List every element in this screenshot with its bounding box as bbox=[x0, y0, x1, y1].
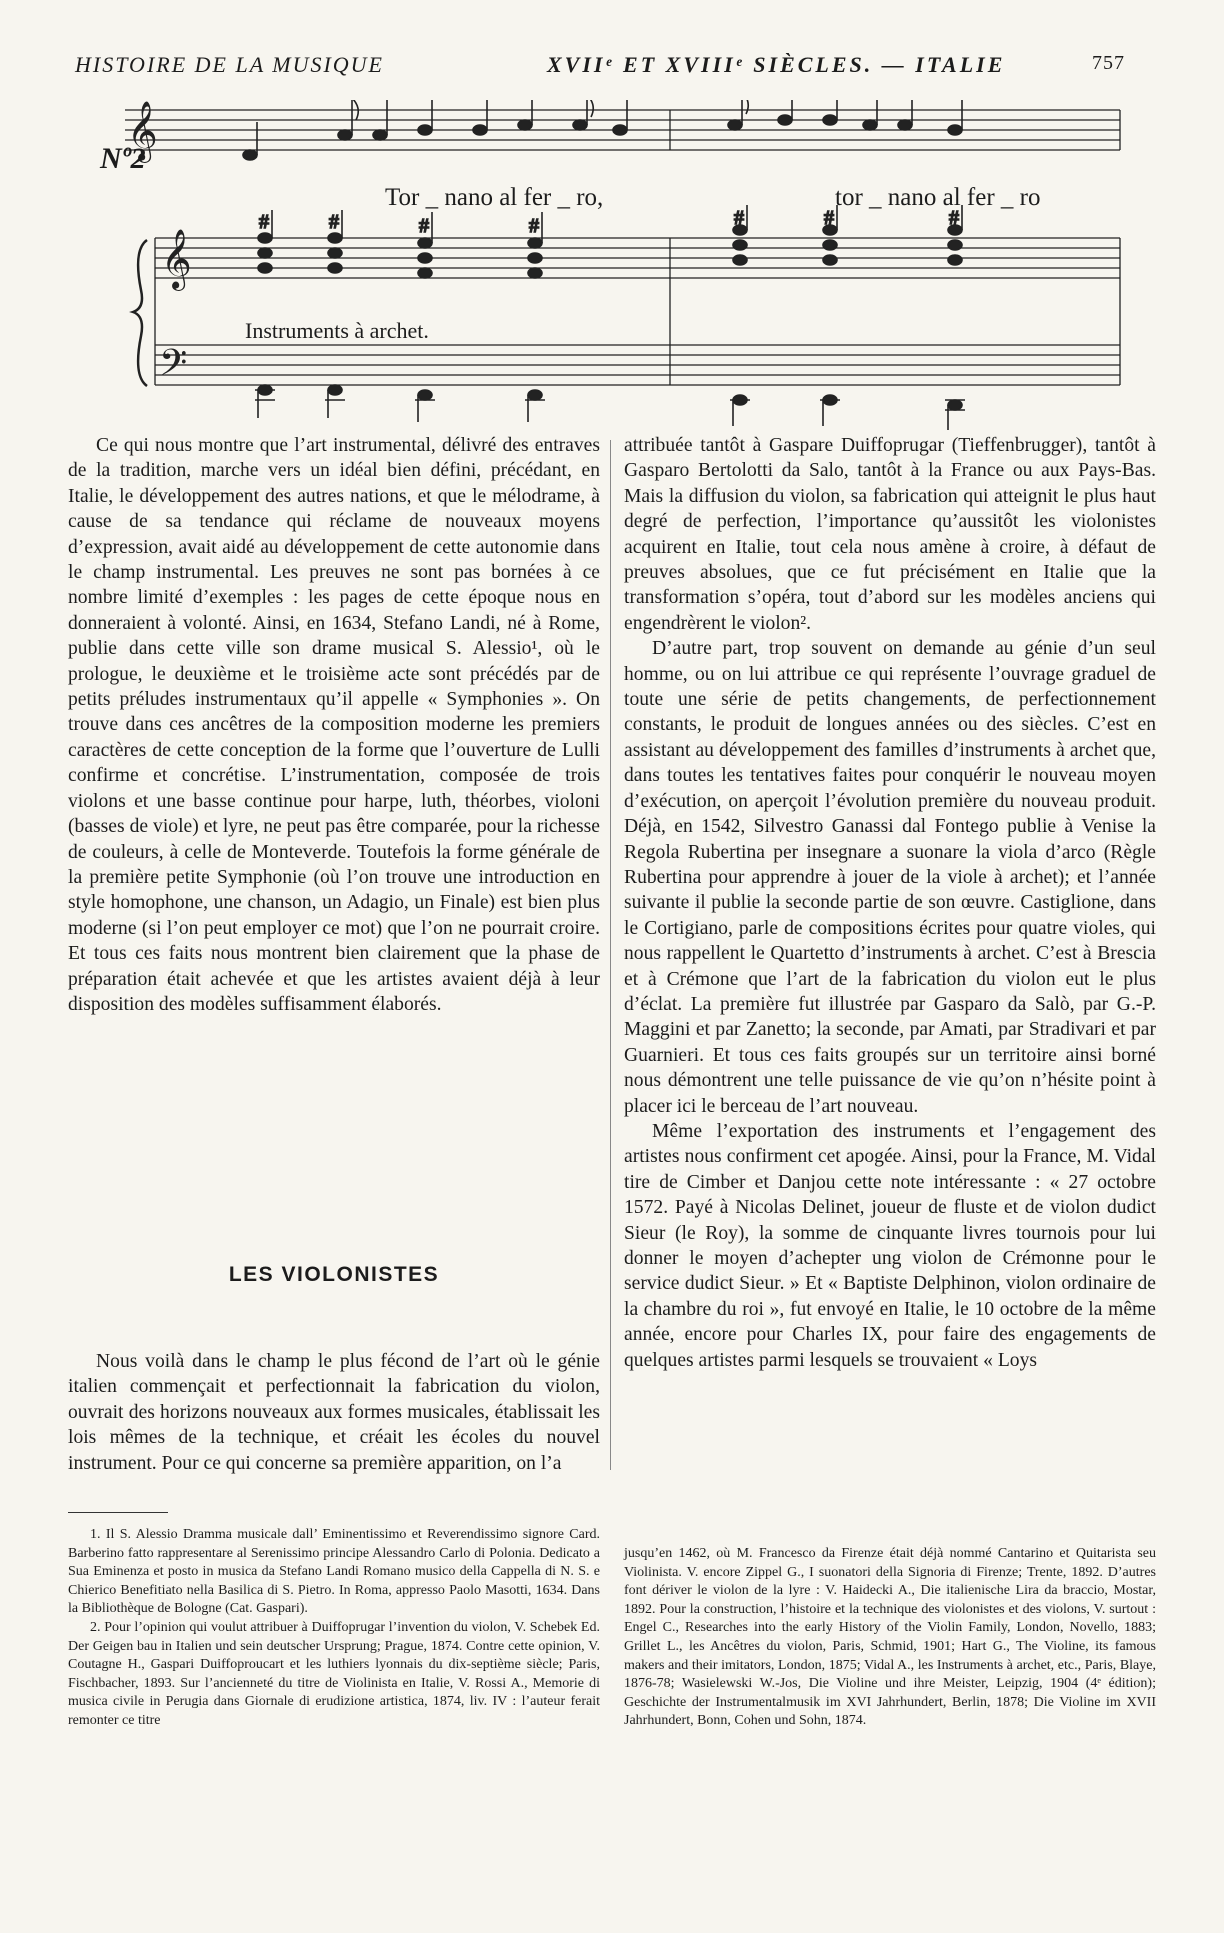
svg-text:𝄢: 𝄢 bbox=[159, 342, 188, 393]
section-title: LES VIOLONISTES bbox=[228, 1263, 440, 1286]
running-header bbox=[75, 52, 1125, 82]
left-column-text-2 bbox=[68, 1349, 600, 1476]
instrument-label: Instruments à archet. bbox=[245, 318, 429, 343]
svg-text:#: # bbox=[419, 215, 429, 237]
footnote-2-continued: jusqu’en 1462, où M. Francesco da Firenze était déjà nommé Cantarino et Quitarista seu Violinista. V. encore Zippel G., I suonatori della Signoria di Firenze; Trente, 1892. D’autres font dériver le violon de la lyre : V. Haidecki A., Die italienische Lira da braccio, Mostar, 1892. Pour la construction, l’histoire et la technique des violonistes et des violons, V. surtout : Engel C., Researches into the early History of the Violin Family, London, Novello, 1883; Grillet L., les Ancêtres du violon, Paris, Schmid, 1901; Hart G., The Violine, its famous makers and their imitators, London, 1875; Vidal A., les Instruments à archet, etc., Paris, Blaye, 1876-78; Wasielewski W.-Jos, Die Violine und ihre Meister, Leipzig, 1904 (4ᵉ édition); Geschichte der Instrumentalmusik im XVI Jahrhundert, Berlin, 1878; Die Violine im XVII Jahrhundert, Bonn, Cohen und Sohn, 1874. bbox=[624, 1546, 1156, 1729]
header-chapter-title: XVIIᵉ ET XVIIIᵉ SIÈCLES. — ITALIE bbox=[547, 52, 1006, 77]
svg-text:#: # bbox=[734, 207, 744, 229]
music-score-graphic bbox=[95, 100, 1125, 435]
left-column-text bbox=[68, 433, 600, 1017]
music-example bbox=[95, 100, 1125, 435]
page-number: 757 bbox=[1092, 52, 1125, 74]
column-divider bbox=[610, 440, 611, 1470]
paragraph: Ce qui nous montre que l’art instrumental, délivré des entraves de la tradition, marche vers un idéal bien défini, précédant, en Italie, le développement des autres nations, et que le mélodrame, à cause de sa tendance qui réclame de nouveaux moyens d’expression, avait aidé au développement de cette autonomie dans le champ instrumental. Les preuves ne sont pas bornées à ce nombre limité d’exemples : les pages de cette époque nous en donneraient à volonté. Ainsi, en 1634, Stefano Landi, né à Rome, publie dans cette ville son drame musical S. Alessio¹, où le prologue, le deuxième et le troisième acte sont précédés par de petits préludes instrumentaux qu’il appelle « Symphonies ». On trouve dans ces ancêtres de la composition moderne les premiers caractères de cette conception de la forme que l’ouverture de Lulli confirme et concrétise. L’instrumentation, composée de trois violons et une basse continue pour harpe, luth, théorbes, violoni (basses de viole) et lyre, ne peut pas être comparée, pour la richesse de couleurs, à celle de Monteverde. Toutefois la forme générale de la première petite Symphonie (où l’on trouve une introduction en style homophone, une chanson, un Adagio, un Finale) est bien plus moderne (si l’on peut employer ce mot) que l’on ne pourrait croire. Et tous ces faits nous montrent bien clairement que la phase de préparation était achevée et que les artistes avaient déjà à leur disposition des modèles suffisamment élaborés. bbox=[68, 435, 600, 1015]
paragraph: Même l’exportation des instruments et l’engagement des artistes nous confirment cet apogée. Ainsi, pour la France, M. Vidal tire de Cimber et Danjou cette note intéressante : « 27 octobre 1572. Payé à Nicolas Delinet, joueur de fluste et de violon dudict Sieur (le Roy), la somme de cinquante livres tournois pour lui donner le moyen d’achepter ung violon de Crémonne pour le service dudict Sieur. » Et « Baptiste Delphinon, violon ordinaire de la chambre du roi », fut envoyé en Italie, le 10 octobre de la même année, encore pour Charles IX, pour faire des engagements de quelques artistes parmi lesquels se trouvaient « Loys bbox=[624, 1120, 1156, 1371]
lyric-line-2: tor _ nano al fer _ ro bbox=[835, 184, 1041, 211]
svg-text:#: # bbox=[259, 211, 269, 233]
example-number: Nº2 bbox=[100, 142, 146, 175]
header-book-title: HISTOIRE DE LA MUSIQUE bbox=[75, 52, 384, 77]
footnotes-left bbox=[68, 1526, 600, 1731]
svg-text:#: # bbox=[529, 215, 539, 237]
svg-text:#: # bbox=[329, 211, 339, 233]
footnote-2: 2. Pour l’opinion qui voulut attribuer à Duiffoprugar l’invention du violon, V. Schebek Ed. Der Geigen bau in Italien und sein deutscher Ursprung; Prague, 1874. Contre cette opinion, V. Coutagne H., Gaspari Duiffoproucart et les luthiers lyonnais du dix-septième siècle; Paris, Fischbacher, 1893. Sur l’ancienneté du titre de Violinista en Italie, V. Rossi A., Memorie di musica civile in Perugia dans Giornale di erudizione artistica, 1874, liv. IV : l’auteur ferait remonter ce titre bbox=[68, 1619, 600, 1728]
svg-text:#: # bbox=[824, 207, 834, 229]
paragraph: Nous voilà dans le champ le plus fécond de l’art où le génie italien commençait et perfectionnait la fabrication du violon, ouvrait des horizons nouveaux aux formes musicales, établissait les lois mêmes de la technique, et créait les écoles du nouvel instrument. Pour ce qui concerne sa première apparition, on l’a bbox=[68, 1351, 600, 1474]
paragraph: D’autre part, trop souvent on demande au génie d’un seul homme, ou on lui attribue ce qui représente l’ouvrage graduel de toute une série de petits changements, de perfectionnement constants, le produit de longues années ou des siècles. C’est en assistant au développement des familles d’instruments à archet que, dans toutes les tentatives faites pour conquérir le nouveau moyen d’exécution, on aperçoit l’évolution première du nouveau produit. Déjà, en 1542, Silvestro Ganassi dal Fontego publie à Venise la Regola Rubertina per insegnare a suonare la viola d’arco (Règle Rubertina pour apprendre à jouer de la viole à archet); et l’année suivante il publie la seconde partie de son œuvre. Castiglione, dans le Cortigiano, parle de compositions écrites pour quatre violes, qui nous rappellent le Quartetto d’instruments à archet. C’est à Brescia et à Crémone que l’art de la fabrication du violon eut le plus d’éclat. La première fut illustrée par Gasparo da Salò, par G.-P. Maggini et par Zanetto; la seconde, par Amati, par Stradivari et par Guarnieri. Et tous ces faits groupés sur un territoire ainsi borné nous démontrent une telle puissance de vie qu’on n’hésite point à placer ici le berceau de l’art nouveau. bbox=[624, 638, 1156, 1117]
lyric-line-1: Tor _ nano al fer _ ro, bbox=[385, 184, 604, 211]
footnote-1: 1. Il S. Alessio Dramma musicale dall’ Eminentissimo et Reverendissimo signore Card. Barberino fatto rappresentare al Serenissimo principe Alessandro Carlo di Polonia. Dedicato a Sua Eminenza et posto in musica da Stefano Landi Romano musico della Cappella di N. S. e Chierico Benefitiato nella Basilica di S. Pietro. In Roma, appresso Paolo Masotti, 1634. Dans la Bibliothèque de Bologne (Cat. Gaspari). bbox=[68, 1527, 600, 1617]
paragraph: attribuée tantôt à Gaspare Duiffoprugar (Tieffenbrugger), tantôt à Gasparo Bertolotti da Salo, tantôt à la France ou aux Pays-Bas. Mais la diffusion du violon, sa fabrication qui atteignit le plus haut degré de perfection, l’importance qu’aussitôt les violonistes acquirent en Italie, tout cela nous amène à croire, à défaut de preuves absolues, que ce fut précisément en Italie que la transformation s’opéra, tout d’abord sur les modèles anciens qui engendrèrent le violon². bbox=[624, 435, 1156, 634]
svg-text:#: # bbox=[949, 207, 959, 229]
svg-text:𝄞: 𝄞 bbox=[161, 229, 192, 289]
footnote-rule bbox=[68, 1512, 168, 1513]
footnotes-right bbox=[624, 1545, 1156, 1731]
svg-text:𝄞: 𝄞 bbox=[127, 101, 158, 161]
right-column-text bbox=[624, 433, 1156, 1373]
